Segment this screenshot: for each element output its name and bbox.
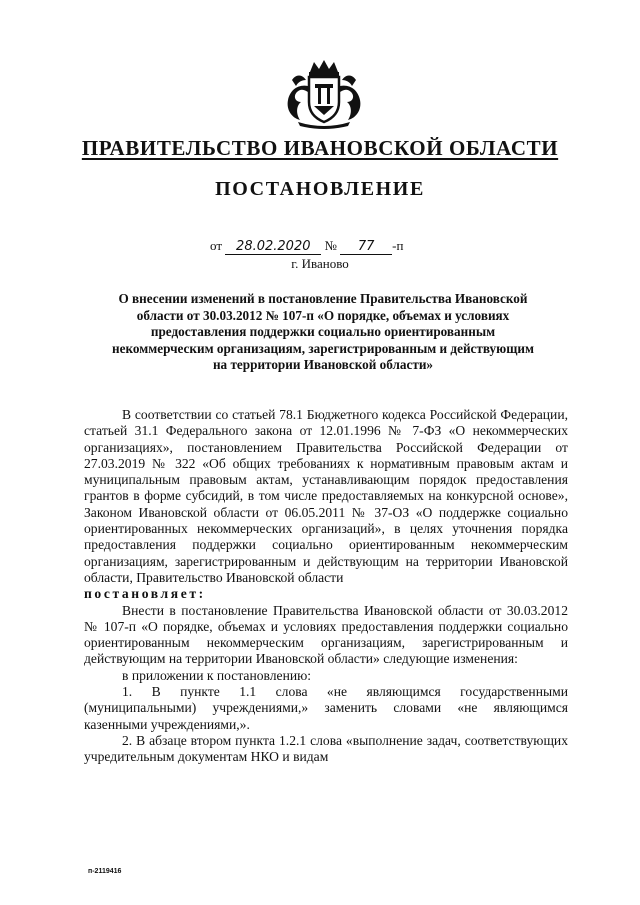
government-title: ПРАВИТЕЛЬСТВО ИВАНОВСКОЙ ОБЛАСТИ [81,136,559,160]
document-body [84,407,568,766]
coat-of-arms-icon [282,58,366,130]
paragraph-item-2: 2. В абзаце втором пункта 1.2.1 слова «выполнение задач, соответствующих учредительным документам НКО и видам [84,732,568,765]
date-prefix: от [210,238,223,253]
city: г. Иваново [291,256,349,271]
number-suffix: -п [392,238,404,253]
paragraph-amend: Внести в постановление Правительства Ивановской области от 30.03.2012 № 107-п «О порядке, объемах и условиях предоставления поддержки социально ориентированным некоммерческим организациям, зарегистрированным и действующим на территории Ивановской области» следующие изменения: [84,602,568,667]
paragraph-item-1: 1. В пункте 1.1 слова «не являющимся государственными (муниципальными) учреждениями,» заменить словами «не являющимся казенными учреждениями,». [84,684,568,732]
document-type: ПОСТАНОВЛЕНИЕ [215,178,425,200]
document-code: п-2119416 [88,868,122,875]
date-value: 28.02.2020 [225,239,321,255]
preamble-paragraph: В соответствии со статьей 78.1 Бюджетного кодекса Российской Федерации, статьей 31.1 Федерального закона от 12.01.1996 № 7-ФЗ «О некоммерческих организациях», постановлением Правительства Российской Федерации от 27.03.2019 № 322 «Об общих требованиях к нормативным правовым актам и муниципальным правовым актам, устанавливающим порядок предоставления грантов в форме субсидий, в том числе предоставляемых на конкурсной основе», Законом Ивановской области от 06.05.2011 № 37-ОЗ «О поддержке социально ориентированных некоммерческих организаций», в целях уточнения порядка предоставления поддержки социально ориентированным некоммерческим организациям, зарегистрированным и действующим на территории Ивановской области, Правительство Ивановской области [84,407,568,585]
paragraph-appendix: в приложении к постановлению: [122,667,312,683]
number-prefix: № [324,238,337,253]
resolves-word: постановляет: [84,586,206,602]
number-value: 77 [340,239,392,255]
document-subject: О внесении изменений в постановление Правительства Ивановской области от 30.03.2012 № 107-п «О порядке, объемах и условиях предоставления поддержки социально ориентированным некоммерческим организациям, зарегистрированным и действующим на территории Ивановской области» [112,291,534,372]
date-number-line [210,238,403,255]
